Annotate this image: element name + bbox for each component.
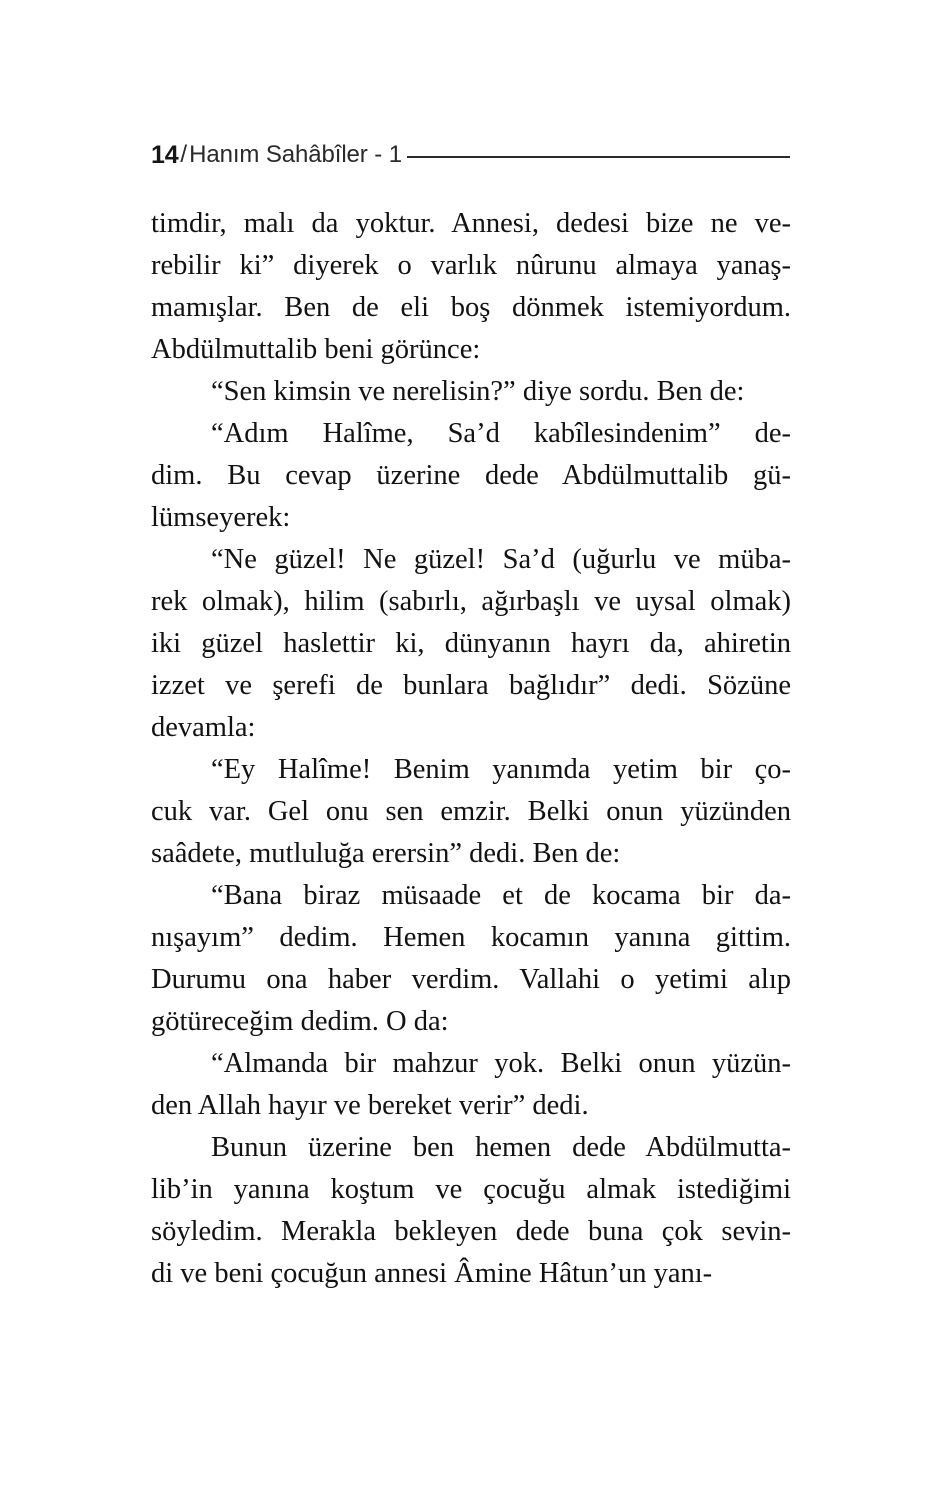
text-line: “Ne güzel! Ne güzel! Sa’d (uğurlu ve müba-	[211, 544, 791, 575]
text-line: lib’in yanına koştum ve çocuğu almak istediğimi	[151, 1174, 791, 1205]
book-title: Hanım Sahâbîler - 1	[189, 141, 402, 168]
text-line: rek olmak), hilim (sabırlı, ağırbaşlı ve uysal olmak)	[151, 586, 791, 617]
text-line: Bunun üzerine ben hemen dede Abdülmutta-	[211, 1132, 791, 1163]
text-line: mamışlar. Ben de eli boş dönmek istemiyordum.	[151, 292, 791, 323]
text-line: devamla:	[151, 712, 256, 743]
body-text	[151, 203, 791, 1295]
paragraph	[151, 203, 791, 371]
text-line: söyledim. Merakla bekleyen dede buna çok sevin-	[151, 1216, 791, 1247]
text-line: nışayım” dedim. Hemen kocamın yanına gittim.	[151, 922, 791, 953]
text-line: Durumu ona haber verdim. Vallahi o yetimi alıp	[151, 964, 791, 995]
paragraph	[151, 539, 791, 749]
paragraph	[151, 1043, 791, 1127]
text-line: cuk var. Gel onu sen emzir. Belki onun yüzünden	[151, 796, 791, 827]
text-line: “Almanda bir mahzur yok. Belki onun yüzün-	[211, 1048, 791, 1079]
text-line: timdir, malı da yoktur. Annesi, dedesi bize ne ve-	[151, 208, 791, 239]
paragraph	[151, 1127, 791, 1295]
text-line: izzet ve şerefi de bunlara bağlıdır” dedi. Sözüne	[151, 670, 791, 701]
header-rule	[407, 156, 790, 158]
header-separator: /	[180, 141, 188, 168]
text-line: iki güzel haslettir ki, dünyanın hayrı da, ahiretin	[151, 628, 791, 659]
text-line: götüreceğim dedim. O da:	[151, 1006, 449, 1037]
paragraph	[151, 749, 791, 875]
text-line: rebilir ki” diyerek o varlık nûrunu almaya yanaş-	[151, 250, 791, 281]
text-line: “Ey Halîme! Benim yanımda yetim bir ço-	[211, 754, 791, 785]
text-line: dim. Bu cevap üzerine dede Abdülmuttalib gü-	[151, 460, 791, 491]
text-line: “Adım Halîme, Sa’d kabîlesindenim” de-	[211, 418, 791, 449]
text-line: lümseyerek:	[151, 502, 291, 533]
text-line: Abdülmuttalib beni görünce:	[151, 334, 481, 365]
paragraph	[151, 875, 791, 1043]
text-line: “Bana biraz müsaade et de kocama bir da-	[211, 880, 791, 911]
text-line: “Sen kimsin ve nerelisin?” diye sordu. Ben de:	[211, 376, 745, 407]
paragraph	[151, 413, 791, 539]
running-header	[151, 138, 790, 172]
paragraph	[151, 371, 791, 413]
page-number: 14	[151, 140, 179, 169]
text-line: di ve beni çocuğun annesi Âmine Hâtun’un yanı-	[151, 1258, 713, 1289]
text-line: saâdete, mutluluğa erersin” dedi. Ben de:	[151, 838, 621, 869]
text-line: den Allah hayır ve bereket verir” dedi.	[151, 1090, 589, 1121]
